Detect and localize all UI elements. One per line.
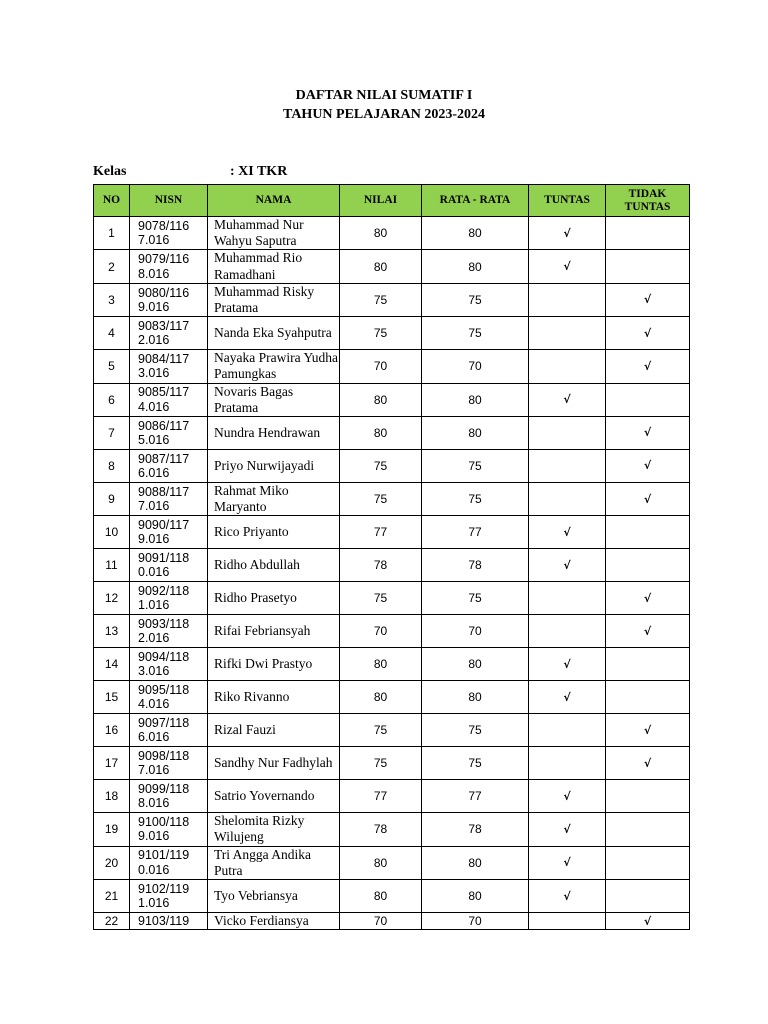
nisn-line-2: 5.016 [138, 432, 170, 447]
cell-nilai: 75 [340, 283, 422, 316]
cell-tidak-tuntas [606, 846, 690, 879]
check-icon: √ [563, 789, 571, 803]
cell-no: 13 [94, 615, 130, 648]
table-row [94, 416, 690, 449]
table-row [94, 516, 690, 549]
nisn-line-2: 9.016 [138, 299, 170, 314]
cell-nilai: 80 [340, 846, 422, 879]
nisn-line-1: 9093/118 [138, 616, 190, 631]
check-icon: √ [643, 426, 652, 440]
cell-tidak-tuntas [606, 482, 690, 515]
cell-rata-rata: 70 [422, 913, 529, 930]
cell-nama: Nanda Eka Syahputra [208, 317, 340, 350]
cell-tidak-tuntas [606, 913, 690, 930]
cell-tuntas [529, 780, 606, 813]
cell-nama: Sandhy Nur Fadhylah [208, 747, 340, 780]
cell-nilai: 70 [340, 615, 422, 648]
cell-nilai: 80 [340, 250, 422, 283]
cell-rata-rata: 80 [422, 217, 529, 250]
cell-no: 16 [94, 714, 130, 747]
cell-nilai: 75 [340, 482, 422, 515]
cell-nama: Riko Rivanno [208, 681, 340, 714]
cell-nama: Priyo Nurwijayadi [208, 449, 340, 482]
nisn-line-1: 9080/116 [138, 285, 190, 300]
table-row [94, 549, 690, 582]
table-row [94, 846, 690, 879]
header-rata-rata: RATA - RATA [422, 185, 529, 217]
cell-nama: Tyo Vebriansya [208, 880, 340, 913]
nisn-line-1: 9097/118 [138, 715, 190, 730]
cell-no: 20 [94, 846, 130, 879]
nisn-line-1: 9087/117 [138, 451, 190, 466]
nisn-line-2: 8.016 [138, 796, 170, 811]
cell-tuntas [529, 416, 606, 449]
cell-tidak-tuntas [606, 516, 690, 549]
cell-nisn [130, 813, 208, 846]
grades-table [93, 184, 690, 930]
nisn-line-2: 6.016 [138, 730, 170, 745]
cell-rata-rata: 75 [422, 482, 529, 515]
nisn-line-2: 3.016 [138, 664, 170, 679]
cell-rata-rata: 78 [422, 813, 529, 846]
cell-nama: Ridho Prasetyo [208, 582, 340, 615]
nisn-line-1: 9101/119 [138, 848, 190, 863]
cell-tuntas [529, 217, 606, 250]
nisn-line-1: 9098/118 [138, 748, 190, 763]
table-row [94, 880, 690, 913]
check-icon: √ [643, 723, 652, 737]
cell-nisn [130, 383, 208, 416]
cell-tidak-tuntas [606, 217, 690, 250]
header-nilai: NILAI [340, 185, 422, 217]
cell-tidak-tuntas [606, 582, 690, 615]
nisn-line-1: 9084/117 [138, 351, 190, 366]
cell-tidak-tuntas [606, 283, 690, 316]
cell-nama: Shelomita Rizky Wilujeng [208, 813, 340, 846]
check-icon: √ [563, 525, 571, 539]
cell-nisn [130, 416, 208, 449]
nisn-line-2: 7.016 [138, 499, 170, 514]
check-icon: √ [563, 822, 571, 836]
table-row [94, 615, 690, 648]
cell-nilai: 75 [340, 714, 422, 747]
cell-nisn [130, 913, 208, 930]
cell-tidak-tuntas [606, 350, 690, 383]
cell-tuntas [529, 615, 606, 648]
nisn-line-2: 8.016 [138, 266, 170, 281]
cell-no: 10 [94, 516, 130, 549]
table-row [94, 250, 690, 283]
cell-rata-rata: 70 [422, 350, 529, 383]
cell-tuntas [529, 648, 606, 681]
table-row [94, 780, 690, 813]
cell-tidak-tuntas [606, 383, 690, 416]
nisn-line-2: 1.016 [138, 598, 170, 613]
table-row [94, 482, 690, 515]
header-tuntas: TUNTAS [529, 185, 606, 217]
cell-rata-rata: 77 [422, 516, 529, 549]
cell-nisn [130, 681, 208, 714]
cell-nisn [130, 250, 208, 283]
header-tidak-tuntas: TIDAK TUNTAS [606, 185, 690, 217]
cell-tuntas [529, 681, 606, 714]
table-row [94, 383, 690, 416]
table-row [94, 681, 690, 714]
cell-tidak-tuntas [606, 449, 690, 482]
cell-no: 17 [94, 747, 130, 780]
nisn-line-1: 9090/117 [138, 517, 190, 532]
header-nisn: NISN [130, 185, 208, 217]
cell-nisn [130, 482, 208, 515]
nisn-line-2: 7.016 [138, 763, 170, 778]
academic-year-title: TAHUN PELAJARAN 2023-2024 [283, 107, 485, 122]
nisn-line-2: 0.016 [138, 862, 170, 877]
cell-nisn [130, 317, 208, 350]
nisn-line-2: 0.016 [138, 565, 170, 580]
cell-no: 5 [94, 350, 130, 383]
cell-rata-rata: 80 [422, 648, 529, 681]
check-icon: √ [643, 756, 652, 770]
cell-tuntas [529, 383, 606, 416]
document-title: DAFTAR NILAI SUMATIF I [295, 88, 473, 103]
table-row [94, 283, 690, 316]
cell-no: 8 [94, 449, 130, 482]
nisn-line-2: 6.016 [138, 465, 170, 480]
check-icon: √ [643, 624, 652, 638]
cell-nama: Muhammad Risky Pratama [208, 283, 340, 316]
cell-nisn [130, 714, 208, 747]
cell-nisn [130, 648, 208, 681]
cell-nisn [130, 747, 208, 780]
cell-nisn [130, 283, 208, 316]
cell-nilai: 70 [340, 350, 422, 383]
cell-nama: Nundra Hendrawan [208, 416, 340, 449]
nisn-line-2: 4.016 [138, 399, 170, 414]
cell-tidak-tuntas [606, 780, 690, 813]
cell-rata-rata: 78 [422, 549, 529, 582]
cell-rata-rata: 75 [422, 747, 529, 780]
check-icon: √ [643, 914, 652, 928]
check-icon: √ [643, 459, 652, 473]
cell-no: 18 [94, 780, 130, 813]
cell-nama: Nayaka Prawira Yudha Pamungkas [208, 350, 340, 383]
nisn-line-2: 9.016 [138, 829, 170, 844]
table-row [94, 582, 690, 615]
nisn-line-1: 9086/117 [138, 418, 190, 433]
cell-tuntas [529, 549, 606, 582]
table-row [94, 317, 690, 350]
nisn-line-2: 9.016 [138, 532, 170, 547]
cell-nama: Vicko Ferdiansya [208, 913, 340, 930]
cell-tuntas [529, 449, 606, 482]
cell-nilai: 77 [340, 780, 422, 813]
cell-nilai: 77 [340, 516, 422, 549]
cell-nilai: 80 [340, 217, 422, 250]
cell-nisn [130, 780, 208, 813]
check-icon: √ [643, 326, 652, 340]
cell-tuntas [529, 813, 606, 846]
nisn-line-2: 2.016 [138, 333, 170, 348]
nisn-line-1: 9091/118 [138, 550, 190, 565]
cell-nilai: 80 [340, 648, 422, 681]
nisn-line-1: 9094/118 [138, 649, 190, 664]
cell-rata-rata: 80 [422, 416, 529, 449]
cell-nisn [130, 217, 208, 250]
nisn-line-2: 4.016 [138, 697, 170, 712]
cell-nama: Muhammad Nur Wahyu Saputra [208, 217, 340, 250]
cell-nilai: 75 [340, 317, 422, 350]
cell-no: 22 [94, 913, 130, 930]
cell-rata-rata: 75 [422, 317, 529, 350]
cell-tidak-tuntas [606, 880, 690, 913]
cell-no: 19 [94, 813, 130, 846]
header-nama: NAMA [208, 185, 340, 217]
check-icon: √ [643, 591, 652, 605]
cell-nisn [130, 350, 208, 383]
check-icon: √ [643, 293, 652, 307]
nisn-line-2: 1.016 [138, 896, 170, 910]
cell-no: 21 [94, 880, 130, 913]
nisn-line-1: 9083/117 [138, 318, 190, 333]
check-icon: √ [563, 226, 571, 240]
header-row [94, 185, 690, 217]
nisn-line-1: 9100/118 [138, 815, 190, 830]
cell-nilai: 80 [340, 681, 422, 714]
table-row [94, 913, 690, 930]
nisn-line-2: 3.016 [138, 366, 170, 381]
cell-nisn [130, 880, 208, 913]
cell-rata-rata: 80 [422, 250, 529, 283]
nisn-line-1: 9095/118 [138, 682, 190, 697]
cell-no: 2 [94, 250, 130, 283]
cell-nisn [130, 582, 208, 615]
cell-nama: Rizal Fauzi [208, 714, 340, 747]
cell-tidak-tuntas [606, 416, 690, 449]
check-icon: √ [643, 359, 652, 373]
nisn-line-2: 7.016 [138, 233, 170, 248]
cell-nisn [130, 846, 208, 879]
cell-tuntas [529, 250, 606, 283]
cell-tidak-tuntas [606, 648, 690, 681]
cell-nisn [130, 615, 208, 648]
cell-nama: Rifki Dwi Prastyo [208, 648, 340, 681]
table-row [94, 350, 690, 383]
cell-no: 1 [94, 217, 130, 250]
cell-no: 6 [94, 383, 130, 416]
check-icon: √ [563, 856, 571, 870]
nisn-line-1: 9103/119 [138, 913, 190, 928]
cell-tuntas [529, 582, 606, 615]
check-icon: √ [643, 492, 652, 506]
nisn-line-1: 9099/118 [138, 781, 190, 796]
cell-nama: Satrio Yovernando [208, 780, 340, 813]
class-label: Kelas [93, 164, 127, 179]
cell-no: 9 [94, 482, 130, 515]
check-icon: √ [563, 889, 571, 903]
class-value: : XI TKR [230, 164, 288, 179]
cell-tidak-tuntas [606, 549, 690, 582]
cell-rata-rata: 75 [422, 449, 529, 482]
cell-tuntas [529, 913, 606, 930]
cell-nilai: 78 [340, 549, 422, 582]
cell-tuntas [529, 516, 606, 549]
cell-no: 4 [94, 317, 130, 350]
table-row [94, 747, 690, 780]
header-no: NO [94, 185, 130, 217]
table-body [94, 217, 690, 930]
table-row [94, 449, 690, 482]
check-icon: √ [563, 393, 571, 407]
cell-nama: Novaris Bagas Pratama [208, 383, 340, 416]
cell-tuntas [529, 846, 606, 879]
check-icon: √ [563, 657, 571, 671]
cell-nilai: 80 [340, 383, 422, 416]
cell-nama: Rifai Febriansyah [208, 615, 340, 648]
cell-no: 14 [94, 648, 130, 681]
cell-no: 11 [94, 549, 130, 582]
cell-nilai: 75 [340, 747, 422, 780]
cell-no: 15 [94, 681, 130, 714]
cell-nilai: 75 [340, 582, 422, 615]
cell-tuntas [529, 482, 606, 515]
nisn-line-1: 9088/117 [138, 484, 190, 499]
table-row [94, 648, 690, 681]
cell-no: 3 [94, 283, 130, 316]
cell-rata-rata: 80 [422, 880, 529, 913]
nisn-line-1: 9102/119 [138, 881, 190, 896]
cell-tuntas [529, 747, 606, 780]
nisn-line-1: 9092/118 [138, 583, 190, 598]
cell-nisn [130, 449, 208, 482]
cell-nama: Ridho Abdullah [208, 549, 340, 582]
nisn-line-1: 9079/116 [138, 252, 190, 267]
cell-rata-rata: 75 [422, 283, 529, 316]
cell-nama: Tri Angga Andika Putra [208, 846, 340, 879]
cell-rata-rata: 77 [422, 780, 529, 813]
cell-tidak-tuntas [606, 747, 690, 780]
cell-rata-rata: 75 [422, 714, 529, 747]
cell-tidak-tuntas [606, 250, 690, 283]
cell-tidak-tuntas [606, 681, 690, 714]
cell-tuntas [529, 350, 606, 383]
table-row [94, 714, 690, 747]
cell-tidak-tuntas [606, 714, 690, 747]
cell-nilai: 80 [340, 880, 422, 913]
cell-tuntas [529, 317, 606, 350]
cell-nama: Rahmat Miko Maryanto [208, 482, 340, 515]
cell-nisn [130, 516, 208, 549]
cell-tuntas [529, 283, 606, 316]
nisn-line-2: 2.016 [138, 631, 170, 646]
cell-tidak-tuntas [606, 615, 690, 648]
table-row [94, 813, 690, 846]
cell-tidak-tuntas [606, 317, 690, 350]
cell-no: 7 [94, 416, 130, 449]
cell-nama: Muhammad Rio Ramadhani [208, 250, 340, 283]
table-row [94, 217, 690, 250]
cell-rata-rata: 80 [422, 383, 529, 416]
cell-tidak-tuntas [606, 813, 690, 846]
cell-nilai: 80 [340, 416, 422, 449]
cell-rata-rata: 70 [422, 615, 529, 648]
nisn-line-1: 9078/116 [138, 218, 190, 233]
cell-rata-rata: 75 [422, 582, 529, 615]
check-icon: √ [563, 558, 571, 572]
cell-nilai: 70 [340, 913, 422, 930]
check-icon: √ [563, 690, 571, 704]
cell-tuntas [529, 714, 606, 747]
cell-nama: Rico Priyanto [208, 516, 340, 549]
cell-rata-rata: 80 [422, 846, 529, 879]
cell-nilai: 75 [340, 449, 422, 482]
cell-nilai: 78 [340, 813, 422, 846]
cell-no: 12 [94, 582, 130, 615]
cell-rata-rata: 80 [422, 681, 529, 714]
nisn-line-1: 9085/117 [138, 385, 190, 400]
cell-tuntas [529, 880, 606, 913]
check-icon: √ [563, 260, 571, 274]
cell-nisn [130, 549, 208, 582]
